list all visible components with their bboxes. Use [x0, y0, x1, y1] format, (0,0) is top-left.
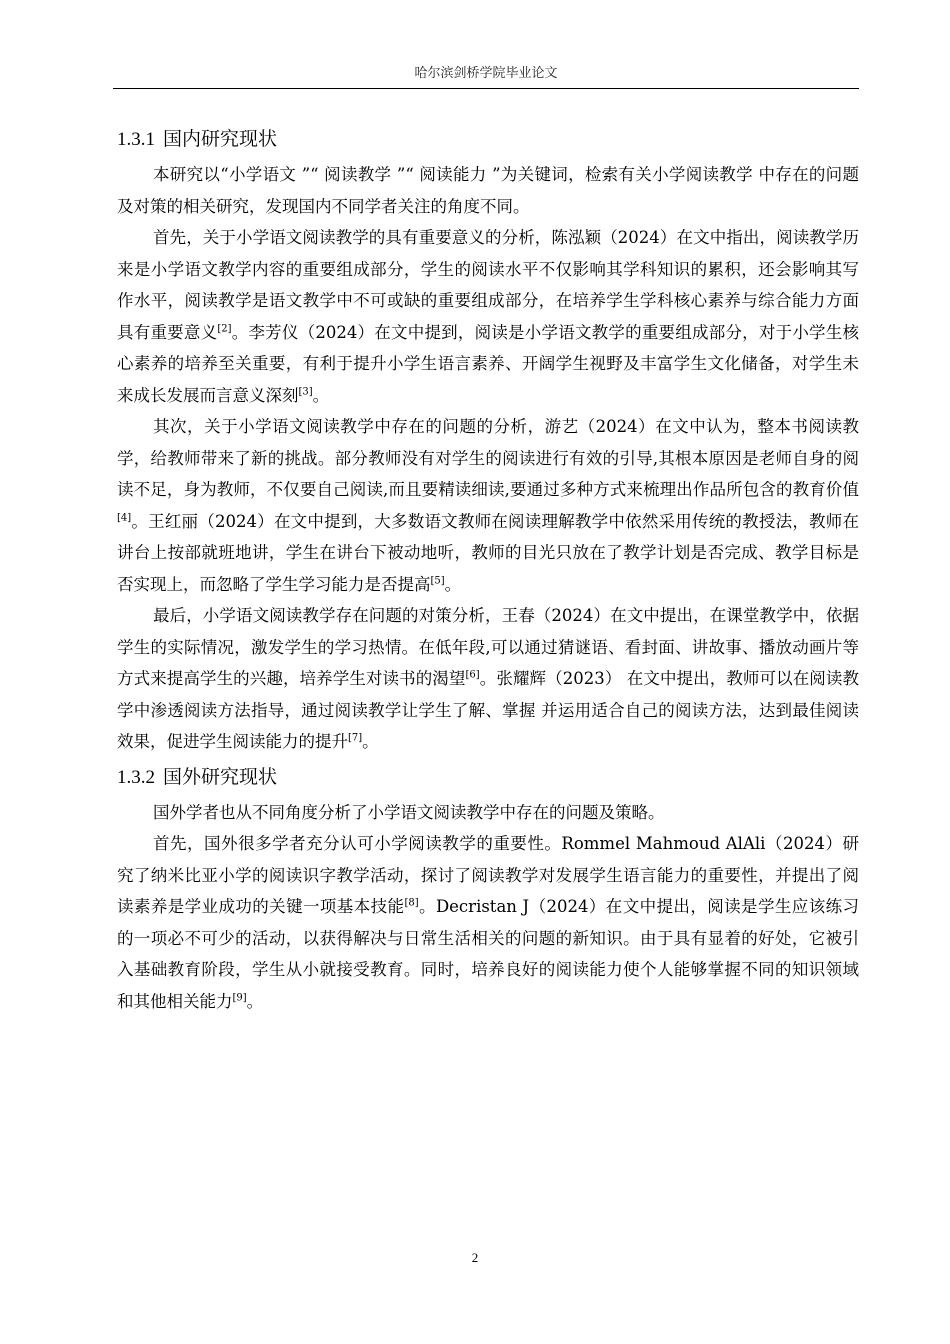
paragraph: 其次，关于小学语文阅读教学中存在的问题的分析，游艺（2024）在文中认为，整本书阅读教学，给教师带来了新的挑战。部分教师没有对学生的阅读进行有效的引导,其根本原因是老师自身的阅读不足，身为教师，不仅要自己阅读,而且要精读细读,要通过多种方式来梳理出作品所包含的教育价值[4]。王红丽（2024）在文中提到，大多数语文教师在阅读理解教学中依然采用传统的教授法，教师在讲台上按部就班地讲，学生在讲台下被动地听，教师的目光只放在了教学计划是否完成、教学目标是否实现上，而忽略了学生学习能力是否提高[5]。 [117, 417, 859, 594]
paragraph: 首先，关于小学语文阅读教学的具有重要意义的分析，陈泓颖（2024）在文中指出，阅读教学历来是小学语文教学内容的重要组成部分，学生的阅读水平不仅影响其学科知识的累积，还会影响其写作水平，阅读教学是语文教学中不可或缺的重要组成部分，在培养学生学科核心素养与综合能力方面具有重要意义[2]。李芳仪（2024）在文中提到，阅读是小学语文教学的重要组成部分，对于小学生核心素养的培养至关重要，有利于提升小学生语言素养、开阔学生视野及丰富学生文化储备，对学生未来成长发展而言意义深刻[3]。 [117, 228, 860, 405]
header-divider [113, 88, 859, 89]
citation-marker: [3] [298, 386, 313, 397]
document-body [117, 120, 859, 1017]
paragraph: 首先，国外很多学者充分认可小学阅读教学的重要性。Rommel Mahmoud AlAli（2024）研究了纳米比亚小学的阅读识字教学活动，探讨了阅读教学对发展学生语言能力的重要性，并提出了阅读素养是学业成功的关键一项基本技能[8]。Decristan J（2024）在文中提出，阅读是学生应该练习的一项必不可少的活动，以获得解决与日常生活相关的问题的新知识。由于具有显着的好处，它被引入基础教育阶段，学生从小就接受教育。同时，培养良好的阅读能力使个人能够掌握不同的知识领域和其他相关能力[9]。 [117, 834, 860, 1011]
section-heading-foreign [117, 758, 859, 797]
paragraph: 最后，小学语文阅读教学存在问题的对策分析，王春（2024）在文中提出，在课堂教学中，依据学生的实际情况，激发学生的学习热情。在低年段,可以通过猜谜语、看封面、讲故事、播放动画片等方式来提高学生的兴趣，培养学生对读书的渴望[6]。张耀辉（2023） 在文中提出，教师可以在阅读教学中渗透阅读方法指导，通过阅读教学让学生了解、掌握 并运用适合自己的阅读方法，达到最佳阅读效果，促进学生阅读能力的提升[7]。 [117, 606, 859, 751]
page-number: 2 [471, 1250, 479, 1265]
section-title: 国内研究现状 [163, 128, 278, 150]
section-heading-domestic [117, 120, 859, 159]
citation-marker: [5] [430, 575, 445, 586]
paragraph: 本研究以“小学语文 ”“ 阅读教学 ”“ 阅读能力 ”为关键词，检索有关小学阅读教学 中存在的问题及对策的相关研究，发现国内不同学者关注的角度不同。 [117, 165, 859, 216]
section-title: 国外研究现状 [163, 765, 278, 788]
running-header: 哈尔滨剑桥学院毕业论文 [414, 66, 558, 81]
paragraph: 国外学者也从不同角度分析了小学语文阅读教学中存在的问题及策略。 [153, 802, 665, 822]
citation-marker: [4] [117, 512, 132, 523]
citation-marker: [6] [465, 669, 480, 681]
citation-marker: [2] [217, 323, 232, 334]
citation-marker: [9] [232, 992, 247, 1003]
section-number: 1.3.1 [117, 129, 155, 150]
citation-marker: [8] [404, 897, 419, 909]
section-number: 1.3.2 [117, 766, 155, 788]
citation-marker: [7] [348, 732, 363, 744]
